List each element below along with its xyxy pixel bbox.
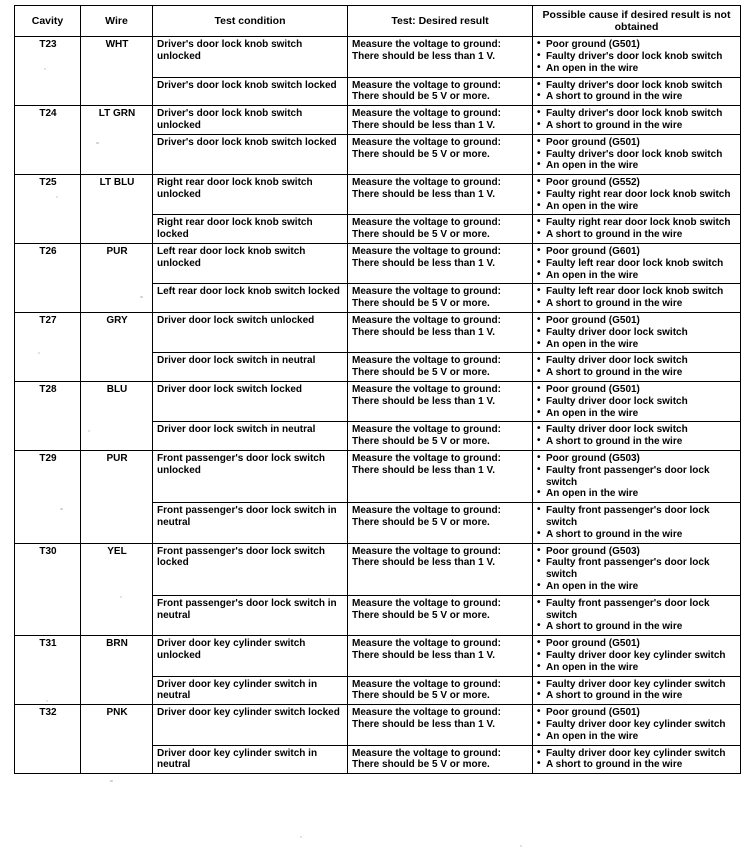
cell-possible-cause bbox=[533, 313, 741, 353]
cell-possible-cause bbox=[533, 382, 741, 422]
cause-list-item: • Faulty driver door lock switch bbox=[537, 424, 737, 436]
cell-possible-cause bbox=[533, 422, 741, 451]
cause-list bbox=[537, 80, 737, 104]
cause-list-item: • Faulty driver door lock switch bbox=[537, 327, 737, 339]
cell-test-condition: Driver door lock switch in neutral bbox=[153, 353, 348, 382]
cause-list-item: • Faulty driver's door lock knob switch bbox=[537, 149, 737, 161]
cell-cavity bbox=[15, 503, 81, 543]
scan-speck bbox=[96, 142, 99, 144]
table-row bbox=[15, 503, 741, 543]
cell-wire bbox=[81, 422, 153, 451]
cell-test-condition: Front passenger's door lock switch unlocked bbox=[153, 451, 348, 503]
cell-test-desired-result: Measure the voltage to ground: There should be 5 V or more. bbox=[348, 422, 533, 451]
scan-speck bbox=[46, 700, 48, 702]
cell-possible-cause bbox=[533, 134, 741, 174]
cell-cavity bbox=[15, 422, 81, 451]
table-row bbox=[15, 106, 741, 135]
scan-speck bbox=[120, 596, 122, 598]
cell-test-desired-result: Measure the voltage to ground: There should be less than 1 V. bbox=[348, 106, 533, 135]
cell-cavity: T26 bbox=[15, 244, 81, 284]
cell-wire: LT BLU bbox=[81, 175, 153, 215]
cause-list-item: • An open in the wire bbox=[537, 63, 737, 75]
cell-cavity bbox=[15, 134, 81, 174]
cell-test-desired-result: Measure the voltage to ground: There should be less than 1 V. bbox=[348, 37, 533, 77]
cause-list-item: • A short to ground in the wire bbox=[537, 367, 737, 379]
cell-cavity: T29 bbox=[15, 451, 81, 503]
cell-test-desired-result: Measure the voltage to ground: There should be less than 1 V. bbox=[348, 636, 533, 676]
cell-test-condition: Driver's door lock knob switch locked bbox=[153, 77, 348, 106]
cell-test-condition: Driver door lock switch in neutral bbox=[153, 422, 348, 451]
cause-list-item: • A short to ground in the wire bbox=[537, 690, 737, 702]
cause-list bbox=[537, 679, 737, 703]
cell-possible-cause bbox=[533, 215, 741, 244]
cell-cavity: T32 bbox=[15, 705, 81, 745]
cell-test-desired-result: Measure the voltage to ground: There should be 5 V or more. bbox=[348, 745, 533, 774]
cell-possible-cause bbox=[533, 745, 741, 774]
cell-wire: BRN bbox=[81, 636, 153, 676]
scan-speck bbox=[520, 845, 522, 847]
cell-possible-cause bbox=[533, 353, 741, 382]
cell-test-desired-result: Measure the voltage to ground: There should be less than 1 V. bbox=[348, 175, 533, 215]
table-body bbox=[15, 37, 741, 774]
cause-list-item: • Faulty driver door key cylinder switch bbox=[537, 679, 737, 691]
table-row bbox=[15, 244, 741, 284]
cause-list bbox=[537, 108, 737, 132]
cause-list-item: • A short to ground in the wire bbox=[537, 529, 737, 541]
cause-list-item: • An open in the wire bbox=[537, 339, 737, 351]
cell-test-condition: Left rear door lock knob switch locked bbox=[153, 284, 348, 313]
cell-wire bbox=[81, 676, 153, 705]
cause-list-item: • Faulty front passenger's door lock switch bbox=[537, 557, 737, 581]
cell-test-desired-result: Measure the voltage to ground: There should be 5 V or more. bbox=[348, 503, 533, 543]
column-header-wire: Wire bbox=[81, 6, 153, 37]
cell-wire bbox=[81, 503, 153, 543]
cause-list-item: • Poor ground (G501) bbox=[537, 638, 737, 650]
cell-wire: WHT bbox=[81, 37, 153, 77]
cell-cavity bbox=[15, 353, 81, 382]
cell-possible-cause bbox=[533, 676, 741, 705]
cause-list-item: • Poor ground (G552) bbox=[537, 177, 737, 189]
cell-test-desired-result: Measure the voltage to ground: There should be less than 1 V. bbox=[348, 451, 533, 503]
cell-test-desired-result: Measure the voltage to ground: There should be 5 V or more. bbox=[348, 134, 533, 174]
cause-list bbox=[537, 748, 737, 772]
table-row bbox=[15, 543, 741, 595]
cell-cavity: T30 bbox=[15, 543, 81, 595]
table-row bbox=[15, 745, 741, 774]
scan-speck bbox=[88, 430, 90, 432]
spec-table-page bbox=[14, 5, 740, 774]
cell-wire: LT GRN bbox=[81, 106, 153, 135]
cell-test-condition: Front passenger's door lock switch in neutral bbox=[153, 595, 348, 635]
cause-list-item: • A short to ground in the wire bbox=[537, 91, 737, 103]
cell-test-condition: Driver's door lock knob switch unlocked bbox=[153, 106, 348, 135]
table-header bbox=[15, 6, 741, 37]
cell-cavity: T24 bbox=[15, 106, 81, 135]
cause-list-item: • Poor ground (G501) bbox=[537, 384, 737, 396]
cell-test-desired-result: Measure the voltage to ground: There should be 5 V or more. bbox=[348, 284, 533, 313]
cell-cavity: T23 bbox=[15, 37, 81, 77]
cause-list-item: • A short to ground in the wire bbox=[537, 229, 737, 241]
header-row bbox=[15, 6, 741, 37]
cell-possible-cause bbox=[533, 77, 741, 106]
cause-list bbox=[537, 137, 737, 172]
table-row bbox=[15, 636, 741, 676]
cell-test-desired-result: Measure the voltage to ground: There should be less than 1 V. bbox=[348, 244, 533, 284]
cell-possible-cause bbox=[533, 543, 741, 595]
cell-wire bbox=[81, 745, 153, 774]
cell-cavity bbox=[15, 215, 81, 244]
cause-list-item: • Poor ground (G501) bbox=[537, 707, 737, 719]
cell-test-desired-result: Measure the voltage to ground: There should be 5 V or more. bbox=[348, 215, 533, 244]
cause-list-item: • Poor ground (G503) bbox=[537, 546, 737, 558]
cause-list-item: • An open in the wire bbox=[537, 731, 737, 743]
cell-possible-cause bbox=[533, 106, 741, 135]
cell-possible-cause bbox=[533, 451, 741, 503]
table-row bbox=[15, 284, 741, 313]
cell-cavity: T28 bbox=[15, 382, 81, 422]
scan-speck bbox=[44, 68, 46, 70]
cause-list-item: • A short to ground in the wire bbox=[537, 621, 737, 633]
cell-cavity: T27 bbox=[15, 313, 81, 353]
cell-test-condition: Driver door key cylinder switch unlocked bbox=[153, 636, 348, 676]
cell-test-desired-result: Measure the voltage to ground: There should be 5 V or more. bbox=[348, 77, 533, 106]
cause-list-item: • A short to ground in the wire bbox=[537, 120, 737, 132]
cause-list bbox=[537, 638, 737, 673]
cell-possible-cause bbox=[533, 244, 741, 284]
cause-list-item: • Faulty driver door lock switch bbox=[537, 355, 737, 367]
cell-wire: PUR bbox=[81, 244, 153, 284]
cause-list-item: • Faulty left rear door lock knob switch bbox=[537, 286, 737, 298]
cause-list bbox=[537, 246, 737, 281]
cause-list-item: • An open in the wire bbox=[537, 270, 737, 282]
cell-possible-cause bbox=[533, 636, 741, 676]
cell-possible-cause bbox=[533, 175, 741, 215]
column-header-test-desired-result: Test: Desired result bbox=[348, 6, 533, 37]
cause-list-item: • Faulty driver door key cylinder switch bbox=[537, 748, 737, 760]
cause-list-item: • Poor ground (G501) bbox=[537, 137, 737, 149]
cause-list bbox=[537, 39, 737, 74]
cause-list-item: • Faulty driver door key cylinder switch bbox=[537, 650, 737, 662]
table-row bbox=[15, 382, 741, 422]
scan-speck bbox=[300, 836, 302, 838]
cause-list bbox=[537, 177, 737, 212]
cause-list-item: • An open in the wire bbox=[537, 201, 737, 213]
cell-test-condition: Left rear door lock knob switch unlocked bbox=[153, 244, 348, 284]
cell-wire bbox=[81, 215, 153, 244]
cause-list-item: • An open in the wire bbox=[537, 662, 737, 674]
cause-list-item: • A short to ground in the wire bbox=[537, 436, 737, 448]
scan-speck bbox=[140, 296, 143, 298]
table-row bbox=[15, 451, 741, 503]
cell-test-desired-result: Measure the voltage to ground: There should be less than 1 V. bbox=[348, 382, 533, 422]
cause-list-item: • Poor ground (G501) bbox=[537, 39, 737, 51]
cause-list bbox=[537, 217, 737, 241]
cell-test-desired-result: Measure the voltage to ground: There should be 5 V or more. bbox=[348, 676, 533, 705]
cell-cavity bbox=[15, 284, 81, 313]
cause-list-item: • A short to ground in the wire bbox=[537, 759, 737, 771]
cell-wire bbox=[81, 595, 153, 635]
cell-test-desired-result: Measure the voltage to ground: There should be less than 1 V. bbox=[348, 313, 533, 353]
cell-wire: PUR bbox=[81, 451, 153, 503]
cell-test-condition: Front passenger's door lock switch in neutral bbox=[153, 503, 348, 543]
cause-list-item: • Faulty driver's door lock knob switch bbox=[537, 51, 737, 63]
cause-list-item: • An open in the wire bbox=[537, 488, 737, 500]
cause-list bbox=[537, 286, 737, 310]
cell-test-condition: Driver's door lock knob switch unlocked bbox=[153, 37, 348, 77]
table-row bbox=[15, 37, 741, 77]
scan-speck bbox=[56, 196, 58, 198]
cell-wire bbox=[81, 134, 153, 174]
cell-test-condition: Driver door key cylinder switch locked bbox=[153, 705, 348, 745]
cause-list-item: • Poor ground (G601) bbox=[537, 246, 737, 258]
scan-speck bbox=[60, 508, 63, 510]
cause-list-item: • Poor ground (G501) bbox=[537, 315, 737, 327]
cell-cavity bbox=[15, 595, 81, 635]
cell-test-desired-result: Measure the voltage to ground: There should be less than 1 V. bbox=[348, 705, 533, 745]
table-row bbox=[15, 676, 741, 705]
cell-test-condition: Front passenger's door lock switch locked bbox=[153, 543, 348, 595]
column-header-cavity: Cavity bbox=[15, 6, 81, 37]
cell-test-condition: Driver door key cylinder switch in neutral bbox=[153, 745, 348, 774]
cell-test-condition: Driver door lock switch locked bbox=[153, 382, 348, 422]
cell-possible-cause bbox=[533, 503, 741, 543]
cell-test-condition: Right rear door lock knob switch unlocked bbox=[153, 175, 348, 215]
table-row bbox=[15, 595, 741, 635]
cell-cavity bbox=[15, 745, 81, 774]
cause-list-item: • Faulty driver door lock switch bbox=[537, 396, 737, 408]
column-header-test-condition: Test condition bbox=[153, 6, 348, 37]
cause-list-item: • Faulty front passenger's door lock switch bbox=[537, 465, 737, 489]
cell-possible-cause bbox=[533, 595, 741, 635]
cell-wire bbox=[81, 284, 153, 313]
table-row bbox=[15, 705, 741, 745]
table-row bbox=[15, 215, 741, 244]
column-header-possible-cause: Possible cause if desired result is not obtained bbox=[533, 6, 741, 37]
wire-test-table bbox=[14, 5, 741, 774]
table-row bbox=[15, 353, 741, 382]
cause-list-item: • Faulty front passenger's door lock switch bbox=[537, 505, 737, 529]
cell-wire: YEL bbox=[81, 543, 153, 595]
cause-list-item: • Faulty left rear door lock knob switch bbox=[537, 258, 737, 270]
cause-list-item: • Faulty driver door key cylinder switch bbox=[537, 719, 737, 731]
cause-list bbox=[537, 384, 737, 419]
cause-list bbox=[537, 598, 737, 633]
cell-wire: BLU bbox=[81, 382, 153, 422]
cause-list-item: • Poor ground (G503) bbox=[537, 453, 737, 465]
cell-possible-cause bbox=[533, 37, 741, 77]
cell-wire: PNK bbox=[81, 705, 153, 745]
cell-test-condition: Right rear door lock knob switch locked bbox=[153, 215, 348, 244]
cause-list-item: • Faulty right rear door lock knob switch bbox=[537, 189, 737, 201]
scan-speck bbox=[110, 780, 113, 782]
cell-cavity: T31 bbox=[15, 636, 81, 676]
cell-test-desired-result: Measure the voltage to ground: There should be 5 V or more. bbox=[348, 353, 533, 382]
cause-list-item: • An open in the wire bbox=[537, 160, 737, 172]
cause-list bbox=[537, 355, 737, 379]
cell-possible-cause bbox=[533, 284, 741, 313]
cause-list bbox=[537, 453, 737, 500]
cause-list bbox=[537, 424, 737, 448]
cause-list-item: • Faulty right rear door lock knob switch bbox=[537, 217, 737, 229]
cause-list-item: • Faulty driver's door lock knob switch bbox=[537, 80, 737, 92]
cell-test-condition: Driver door lock switch unlocked bbox=[153, 313, 348, 353]
cell-test-desired-result: Measure the voltage to ground: There should be less than 1 V. bbox=[348, 543, 533, 595]
cell-cavity bbox=[15, 77, 81, 106]
scan-speck bbox=[38, 352, 40, 354]
cell-wire bbox=[81, 77, 153, 106]
table-row bbox=[15, 422, 741, 451]
cause-list-item: • An open in the wire bbox=[537, 581, 737, 593]
cell-test-condition: Driver door key cylinder switch in neutral bbox=[153, 676, 348, 705]
table-row bbox=[15, 313, 741, 353]
table-row bbox=[15, 77, 741, 106]
cause-list bbox=[537, 315, 737, 350]
cause-list bbox=[537, 546, 737, 593]
cell-test-desired-result: Measure the voltage to ground: There should be 5 V or more. bbox=[348, 595, 533, 635]
cell-test-condition: Driver's door lock knob switch locked bbox=[153, 134, 348, 174]
cause-list-item: • A short to ground in the wire bbox=[537, 298, 737, 310]
cell-wire bbox=[81, 353, 153, 382]
cell-cavity: T25 bbox=[15, 175, 81, 215]
cause-list-item: • Faulty front passenger's door lock switch bbox=[537, 598, 737, 622]
table-row bbox=[15, 175, 741, 215]
cause-list-item: • An open in the wire bbox=[537, 408, 737, 420]
table-row bbox=[15, 134, 741, 174]
cell-possible-cause bbox=[533, 705, 741, 745]
cause-list bbox=[537, 505, 737, 540]
cell-wire: GRY bbox=[81, 313, 153, 353]
cause-list bbox=[537, 707, 737, 742]
cause-list-item: • Faulty driver's door lock knob switch bbox=[537, 108, 737, 120]
